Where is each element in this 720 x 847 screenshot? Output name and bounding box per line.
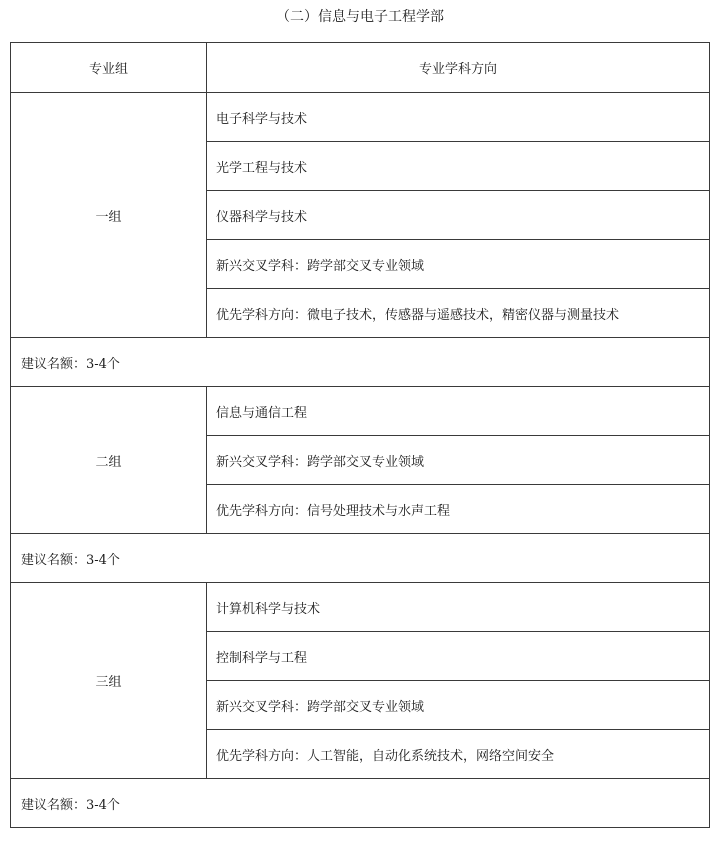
page-title: （二）信息与电子工程学部 [276,9,444,25]
group-name: 二组 [11,387,207,534]
discipline-item: 新兴交叉学科：跨学部交叉专业领域 [207,436,710,485]
discipline-item: 光学工程与技术 [207,142,710,191]
discipline-item: 新兴交叉学科：跨学部交叉专业领域 [207,681,710,730]
discipline-item: 计算机科学与技术 [207,583,710,632]
discipline-item: 仪器科学与技术 [207,191,710,240]
discipline-table [10,42,710,828]
discipline-item: 优先学科方向：信号处理技术与水声工程 [207,485,710,534]
quota-text: 建议名额：3-4个 [11,534,710,583]
table-row [11,583,710,632]
quota-row [11,779,710,828]
group-name: 三组 [11,583,207,779]
header-direction: 专业学科方向 [207,43,710,93]
discipline-item: 信息与通信工程 [207,387,710,436]
quota-text: 建议名额：3-4个 [11,779,710,828]
discipline-item: 优先学科方向：人工智能，自动化系统技术，网络空间安全 [207,730,710,779]
discipline-item: 控制科学与工程 [207,632,710,681]
quota-row [11,338,710,387]
table-header-row [11,43,710,93]
quota-row [11,534,710,583]
group-name: 一组 [11,93,207,338]
quota-text: 建议名额：3-4个 [11,338,710,387]
discipline-item: 电子科学与技术 [207,93,710,142]
header-group: 专业组 [11,43,207,93]
table-row [11,93,710,142]
table-row [11,387,710,436]
discipline-item: 新兴交叉学科：跨学部交叉专业领域 [207,240,710,289]
discipline-item: 优先学科方向：微电子技术，传感器与遥感技术，精密仪器与测量技术 [207,289,710,338]
